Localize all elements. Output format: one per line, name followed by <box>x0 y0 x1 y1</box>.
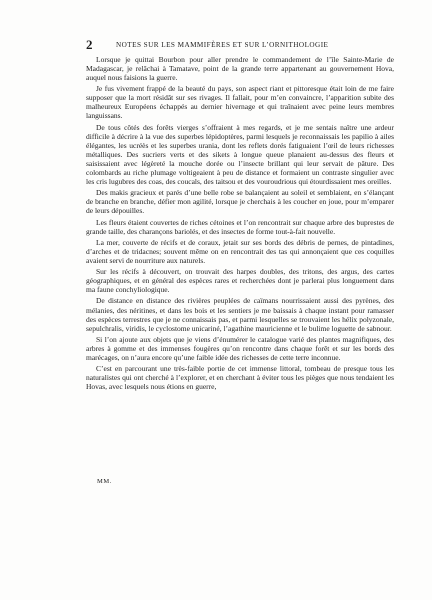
paragraph: De distance en distance des rivières peuplées de caïmans nourrissaient aussi des pyrènes, des mélanies, des néritines, et dans les bois et les sentiers je me baissais à chaque instant pour ramasser des espèces terrestres que je ne connaissais pas, et parmi lesquelles se trouvaient les hélix polyzonale, sepulchralis, viridis, le cyclostome unicariné, l’agathine mauricienne et le bulime loguette de sabnour. <box>86 296 394 333</box>
paragraph: Des makis gracieux et parés d’une belle robe se balançaient au soleil et semblaient, en s’élançant de branche en branche, défier mon agilité, lorsque je cherchais à les coucher en joue, pour m’emparer de leurs dépouilles. <box>86 188 394 216</box>
page-header <box>86 37 386 54</box>
paragraph: Si l’on ajoute aux objets que je viens d’énumérer le catalogue varié des plantes magnifiques, des arbres à gomme et des immenses fougères qu’on rencontre dans chaque forêt et sur les bords des marécages, on n’aura encore qu’une faible idée des richesses de cette terre inconnue. <box>86 334 394 362</box>
paragraph: Sur les récifs à découvert, on trouvait des harpes doubles, des tritons, des argus, des cartes géographiques, et en général des espèces rares et recherchées dont je parlerai plus longuement dans ma faune conchyliologique. <box>86 267 394 295</box>
paragraph: Lorsque je quittai Bourbon pour aller prendre le commandement de l’île Sainte-Marie de Madagascar, je relâchai à Tamatave, point de la grande terre appartenant au gouvernement Hova, auquel nous faisions la guerre. <box>86 55 394 83</box>
running-title: NOTES SUR LES MAMMIFÈRES ET SUR L’ORNITHOLOGIE <box>116 41 329 49</box>
paragraph: De tous côtés des forêts vierges s’offraient à mes regards, et je me sentais naître une ardeur difficile à décrire à la vue des superbes lépidoptères, parmi lesquels je reconnaissais les papilio à ailes élégantes, les ucréès et les superbes urania, dont les reflets dorés fatiguaient l’œil de leurs richesses métalliques. Des sucriers verts et des sikets à longue queue planaient au-dessus des fleurs et saisissaient avec légèreté la mouche dorée ou l’insecte brillant qui leur servait de pâture. Des colombards au riche plumage voltigeaient à peu de distance et formaient un contraste singulier avec les cris lugubres des coas, des coucals, des taitsou et des vouroudrious qui étourdissaient mes oreilles. <box>86 122 394 186</box>
body-text <box>86 55 394 394</box>
paragraph: C’est en parcourant une très-faible portie de cet immense littoral, tombeau de presque tous les naturalistes qui ont cherché à l’explorer, et en cherchant à éviter tous les pièges que nous tendaient les Hovas, avec lesquels nous étions en guerre, <box>86 364 394 392</box>
signature-mark: MM. <box>97 478 112 485</box>
page-number: 2 <box>86 37 93 52</box>
paragraph: Je fus vivement frappé de la beauté du pays, son aspect riant et pittoresque était loin de me faire supposer que la mort résidât sur ses rivages. Il fallait, pour m’en convaincre, l’apparition subite des malheureux Européens échappés au dernier hivernage et qui traînaient avec peine leurs membres languissans. <box>86 84 394 121</box>
paragraph: Les fleurs étaient couvertes de riches cétoines et l’on rencontrait sur chaque arbre des buprestes de grande taille, des charançons bariolés, et des insectes de forme tout-à-fait nouvelle. <box>86 217 394 236</box>
paragraph: La mer, couverte de récifs et de coraux, jetait sur ses bords des débris de pernes, de pintadines, d’arches et de tridacnes; souvent même on en rencontrait des tas qui annonçaient que ces coquilles avaient servi de nourriture aux naturels. <box>86 237 394 265</box>
